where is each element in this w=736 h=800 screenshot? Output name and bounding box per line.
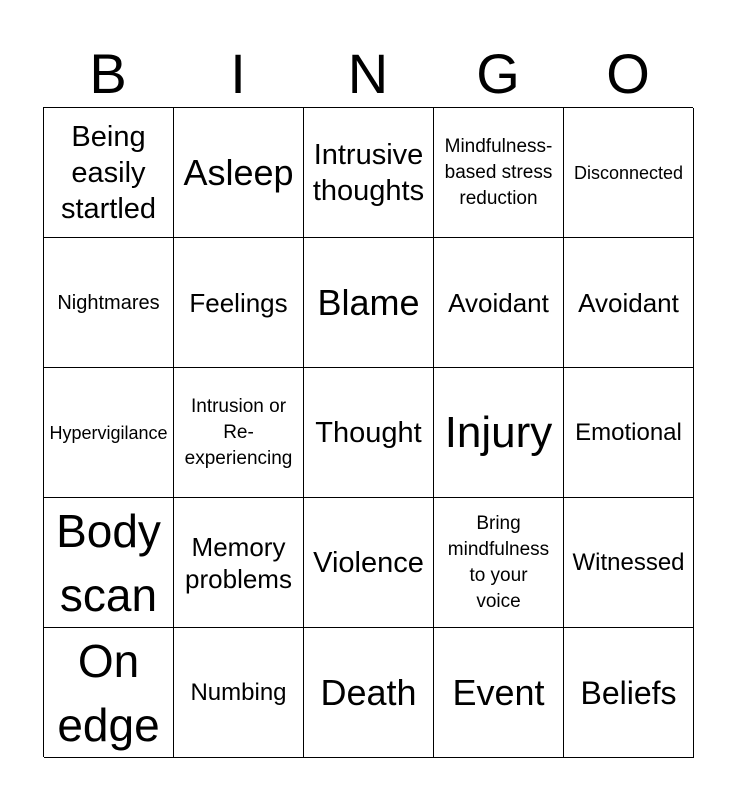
bingo-cell[interactable]	[44, 108, 174, 238]
cell-text: Asleep	[183, 151, 294, 193]
cell-text: Disconnected	[573, 162, 684, 183]
bingo-cell[interactable]	[44, 238, 174, 368]
bingo-cell[interactable]	[434, 108, 564, 238]
cell-text: Mindfulness- based stress reduction	[444, 135, 553, 209]
bingo-cell[interactable]	[44, 498, 174, 628]
bingo-cell[interactable]	[44, 368, 174, 498]
bingo-cell[interactable]	[174, 108, 304, 238]
bingo-cell[interactable]	[564, 368, 694, 498]
cell-text: Death	[320, 671, 417, 713]
bingo-cell[interactable]	[304, 108, 434, 238]
header-letter-b: B	[89, 42, 127, 105]
bingo-cell[interactable]	[174, 238, 304, 368]
bingo-cell[interactable]	[564, 498, 694, 628]
bingo-cell[interactable]	[564, 108, 694, 238]
cell-text: Beliefs	[580, 674, 677, 711]
cell-text: Memory problems	[185, 531, 292, 594]
bingo-cell[interactable]	[174, 498, 304, 628]
cell-text: Being easily startled	[60, 120, 157, 225]
bingo-cell[interactable]	[434, 628, 564, 758]
header-letter-n: N	[347, 42, 389, 105]
bingo-cell[interactable]	[564, 238, 694, 368]
bingo-cell[interactable]	[174, 628, 304, 758]
bingo-cell[interactable]	[304, 498, 434, 628]
cell-text: Avoidant	[578, 287, 679, 318]
bingo-grid	[43, 107, 693, 757]
bingo-cell[interactable]	[304, 238, 434, 368]
cell-text: Hypervigilance	[49, 422, 168, 443]
header-letter-o: O	[606, 42, 650, 105]
bingo-cell[interactable]	[44, 628, 174, 758]
cell-text: Thought	[315, 416, 422, 449]
cell-text: Avoidant	[448, 287, 549, 318]
cell-text: Blame	[317, 281, 420, 323]
cell-text: Witnessed	[572, 548, 685, 576]
bingo-cell[interactable]	[174, 368, 304, 498]
cell-text: Violence	[313, 546, 424, 579]
header-letter-g: G	[476, 42, 520, 105]
bingo-cell[interactable]	[434, 238, 564, 368]
cell-text: Intrusion or Re- experiencing	[184, 395, 293, 469]
cell-text: Numbing	[190, 678, 287, 706]
header-letter-i: I	[230, 42, 246, 105]
bingo-cell[interactable]	[564, 628, 694, 758]
cell-text: Feelings	[189, 287, 288, 318]
bingo-header	[43, 40, 693, 108]
bingo-cell[interactable]	[304, 368, 434, 498]
cell-text: Body scan	[56, 504, 161, 621]
bingo-cell[interactable]	[304, 628, 434, 758]
cell-text: Emotional	[575, 418, 682, 446]
cell-text: Intrusive thoughts	[312, 138, 425, 207]
cell-text: Event	[452, 671, 545, 713]
cell-text: Injury	[444, 407, 553, 457]
bingo-cell[interactable]	[434, 498, 564, 628]
cell-text: Nightmares	[57, 291, 160, 314]
bingo-cell[interactable]	[434, 368, 564, 498]
cell-text: Bring mindfulness to your voice	[447, 512, 550, 612]
cell-text: On edge	[57, 634, 160, 751]
